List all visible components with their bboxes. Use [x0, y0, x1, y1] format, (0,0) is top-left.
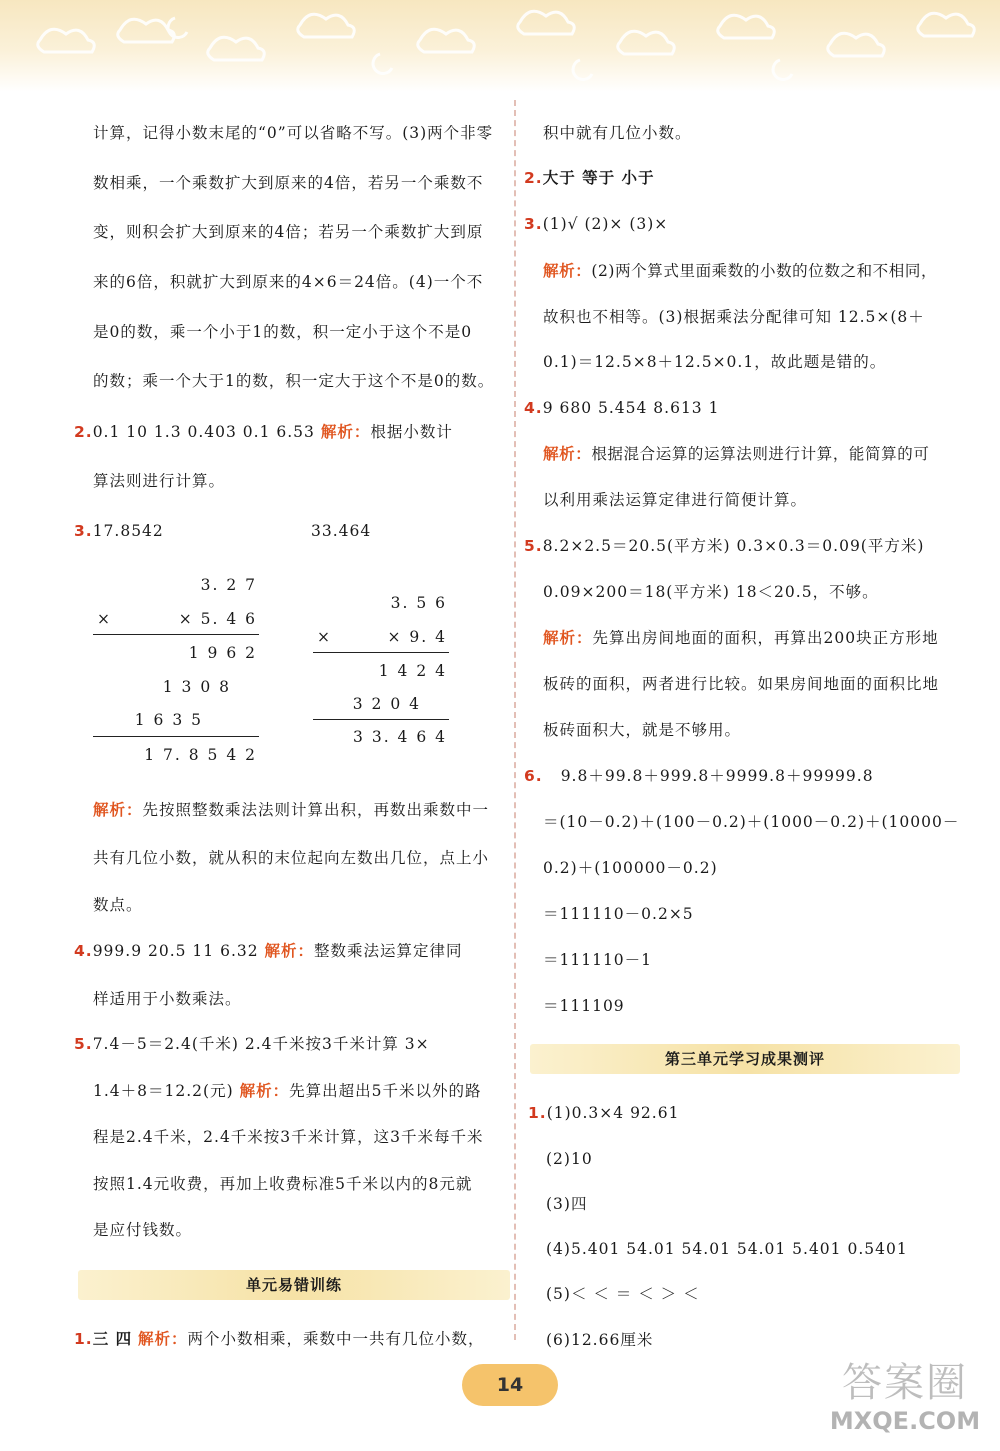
right-q3-jiexi-2: 故积也不相等。(3)根据乘法分配律可知 12.5×(8＋ [543, 308, 925, 326]
right-t1-line-4: (4)5.401 54.01 54.01 54.01 5.401 0.5401 [546, 1240, 908, 1258]
answer-2: 33.464 [311, 522, 372, 540]
page-number-badge: 14 [462, 1364, 558, 1406]
left-q3-line [74, 521, 164, 541]
intro-line-4: 来的6倍，积就扩大到原来的4×6＝24倍。(4)一个不 [93, 273, 484, 291]
answer-text: 大于 等于 小于 [542, 169, 655, 187]
calc-multiplier: × × 9. 4 [317, 628, 447, 646]
left-q5-line-3: 程是2.4千米，2.4千米按3千米计算，这3千米每千米 [93, 1128, 484, 1146]
left-q3-jiexi-1 [93, 800, 489, 820]
question-number: 1. [528, 1104, 547, 1122]
right-q6-line-4: ＝111110－0.2×5 [543, 905, 694, 923]
left-q4-line [74, 941, 463, 961]
right-q3-line [524, 214, 668, 234]
question-number: 1. [74, 1330, 93, 1348]
calc-top: 3. 2 7 [200, 576, 257, 594]
cloud-pattern-icon [0, 0, 1000, 92]
vertical-multiplication-2 [313, 588, 449, 758]
right-q5-line-1 [524, 536, 924, 556]
left-q5-line-1 [74, 1034, 430, 1054]
question-number: 5. [74, 1035, 93, 1053]
intro-line-5: 是0的数，乘一个小于1的数，积一定小于这个不是0 [93, 323, 473, 341]
intro-line-2: 数相乘，一个乘数扩大到原来的4倍，若另一个乘数不 [93, 174, 484, 192]
answer-text: 999.9 20.5 11 6.32 [92, 942, 259, 960]
calc-rule [93, 634, 259, 635]
question-number: 4. [74, 942, 93, 960]
right-q6-line-5: ＝111110－1 [543, 951, 653, 969]
right-t1-line-2: (2)10 [546, 1150, 593, 1168]
intro-line-3: 变，则积会扩大到原来的4倍；若另一个乘数扩大到原 [93, 223, 484, 241]
calc-result: 3 3. 4 6 4 [353, 728, 447, 746]
question-number: 5. [524, 537, 543, 555]
answer-text: 1.4＋8＝12.2(元) [93, 1082, 234, 1100]
right-q6-line-2: ＝(10－0.2)＋(100－0.2)＋(1000－0.2)＋(10000－ [543, 813, 960, 831]
question-number: 2. [74, 423, 93, 441]
answer-text: 9.8＋99.8＋999.8＋9999.8＋99999.8 [560, 767, 874, 785]
answer-text: (1)√ (2)× (3)× [542, 215, 669, 233]
answer-text: 9 680 5.454 8.613 1 [542, 399, 720, 417]
calc-multiplier-value: × 5. 4 6 [178, 610, 257, 628]
jiexi-label: 解析： [543, 445, 592, 463]
right-q4-jiexi-1 [543, 444, 929, 464]
calc-multiplier: × × 5. 4 6 [97, 610, 257, 628]
jiexi-label: 解析： [543, 629, 593, 647]
jiexi-label: 解析： [320, 423, 371, 441]
right-t1-line-1 [528, 1103, 679, 1123]
right-q4-jiexi-2: 以利用乘法运算定律进行简便计算。 [543, 491, 808, 509]
question-number: 4. [524, 399, 543, 417]
calc-partial-2: 1 3 0 8 [162, 678, 231, 696]
jiexi-text: (2)两个算式里面乘数的小数的位数之和不相同， [591, 262, 938, 280]
jiexi-text: 根据小数计 [370, 423, 453, 441]
right-q5-line-2: 0.09×200＝18(平方米) 18＜20.5，不够。 [543, 583, 879, 601]
right-t1-line-3: (3)四 [546, 1195, 588, 1213]
jiexi-text: 两个小数相乘，乘数中一共有几位小数， [187, 1330, 485, 1348]
column-divider [514, 100, 516, 1340]
jiexi-label: 解析： [543, 262, 592, 280]
calc-partial-2: 3 2 0 4 [352, 695, 421, 713]
intro-line-6: 的数；乘一个大于1的数，积一定大于这个不是0的数。 [93, 372, 495, 390]
header-decoration-band [0, 0, 1000, 92]
right-q4-line [524, 398, 719, 418]
right-q5-jiexi-3: 板砖面积大，就是不够用。 [543, 721, 742, 739]
section-title-bar: 第三单元学习成果测评 [530, 1044, 960, 1074]
jiexi-text: 先按照整数乘法法则计算出积，再数出乘数中一 [142, 801, 490, 819]
right-q5-jiexi-1 [543, 628, 939, 648]
answer-text: (1)0.3×4 92.61 [546, 1104, 680, 1122]
jiexi-text: 先算出超出5千米以外的路 [289, 1082, 482, 1100]
vertical-multiplication-1 [93, 570, 259, 770]
left-e1-line [74, 1329, 485, 1349]
answer-text: 0.1 10 1.3 0.403 0.1 6.53 [92, 423, 315, 441]
watermark-site: MXQE.COM [829, 1407, 981, 1435]
left-q4-cont: 样适用于小数乘法。 [93, 990, 242, 1008]
right-t1-line-6: (6)12.66厘米 [546, 1331, 654, 1349]
calc-top: 3. 5 6 [390, 594, 447, 612]
answer-text: 三 四 [92, 1330, 133, 1348]
calc-partial-1: 1 9 6 2 [188, 644, 257, 662]
right-q2-line [524, 168, 654, 188]
calc-result: 1 7. 8 5 4 2 [144, 746, 257, 764]
left-q2-cont: 算法则进行计算。 [93, 472, 226, 490]
answer-1: 17.8542 [92, 522, 164, 540]
jiexi-text: 根据混合运算的运算法则进行计算，能简算的可 [591, 445, 930, 463]
question-number: 2. [524, 169, 543, 187]
section-title-bar: 单元易错训练 [78, 1270, 510, 1300]
intro-line-1: 计算，记得小数末尾的“0”可以省略不写。(3)两个非零 [93, 124, 494, 142]
right-q6-line-6: ＝111109 [543, 997, 625, 1015]
left-q5-line-4: 按照1.4元收费，再加上收费标准5千米以内的8元就 [93, 1175, 473, 1193]
right-q6-line-3: 0.2)＋(100000－0.2) [543, 859, 718, 877]
answer-text: 7.4－5＝2.4(千米) 2.4千米按3千米计算 3× [92, 1035, 430, 1053]
watermark-logo-text: 答案圈 [842, 1360, 968, 1406]
calc-rule [313, 652, 449, 653]
question-number: 3. [524, 215, 543, 233]
watermark-logo [820, 1360, 990, 1444]
left-q2-line [74, 422, 453, 442]
jiexi-label: 解析： [138, 1330, 188, 1348]
calc-partial-1: 1 4 2 4 [378, 662, 447, 680]
jiexi-label: 解析： [93, 801, 143, 819]
right-t1-line-5: (5)＜ ＜ ＝ ＜ ＞ ＜ [546, 1285, 700, 1303]
left-q3-jiexi-3: 数点。 [93, 896, 143, 914]
calc-rule [93, 736, 259, 737]
right-q3-jiexi-1 [543, 261, 937, 281]
question-number: 6. [524, 767, 543, 785]
calc-multiplier-value: × 9. 4 [387, 628, 447, 646]
left-q3-jiexi-2: 共有几位小数，就从积的末位起向左数出几位，点上小 [93, 849, 490, 867]
calc-rule [313, 719, 449, 720]
left-q5-line-5: 是应付钱数。 [93, 1221, 193, 1239]
left-q5-line-2 [93, 1081, 481, 1101]
question-number: 3. [74, 522, 93, 540]
answer-text: 8.2×2.5＝20.5(平方米) 0.3×0.3＝0.09(平方米) [542, 537, 925, 555]
right-top-line: 积中就有几位小数。 [543, 124, 692, 142]
jiexi-label: 解析： [264, 942, 315, 960]
calc-partial-3: 1 6 3 5 [134, 711, 203, 729]
jiexi-label: 解析： [239, 1082, 290, 1100]
jiexi-text: 先算出房间地面的面积，再算出200块正方形地 [592, 629, 939, 647]
right-q3-jiexi-3: 0.1)＝12.5×8＋12.5×0.1，故此题是错的。 [543, 353, 887, 371]
right-q5-jiexi-2: 板砖的面积，两者进行比较。如果房间地面的面积比地 [543, 675, 940, 693]
right-q6-line-1 [524, 766, 874, 786]
jiexi-text: 整数乘法运算定律同 [314, 942, 463, 960]
